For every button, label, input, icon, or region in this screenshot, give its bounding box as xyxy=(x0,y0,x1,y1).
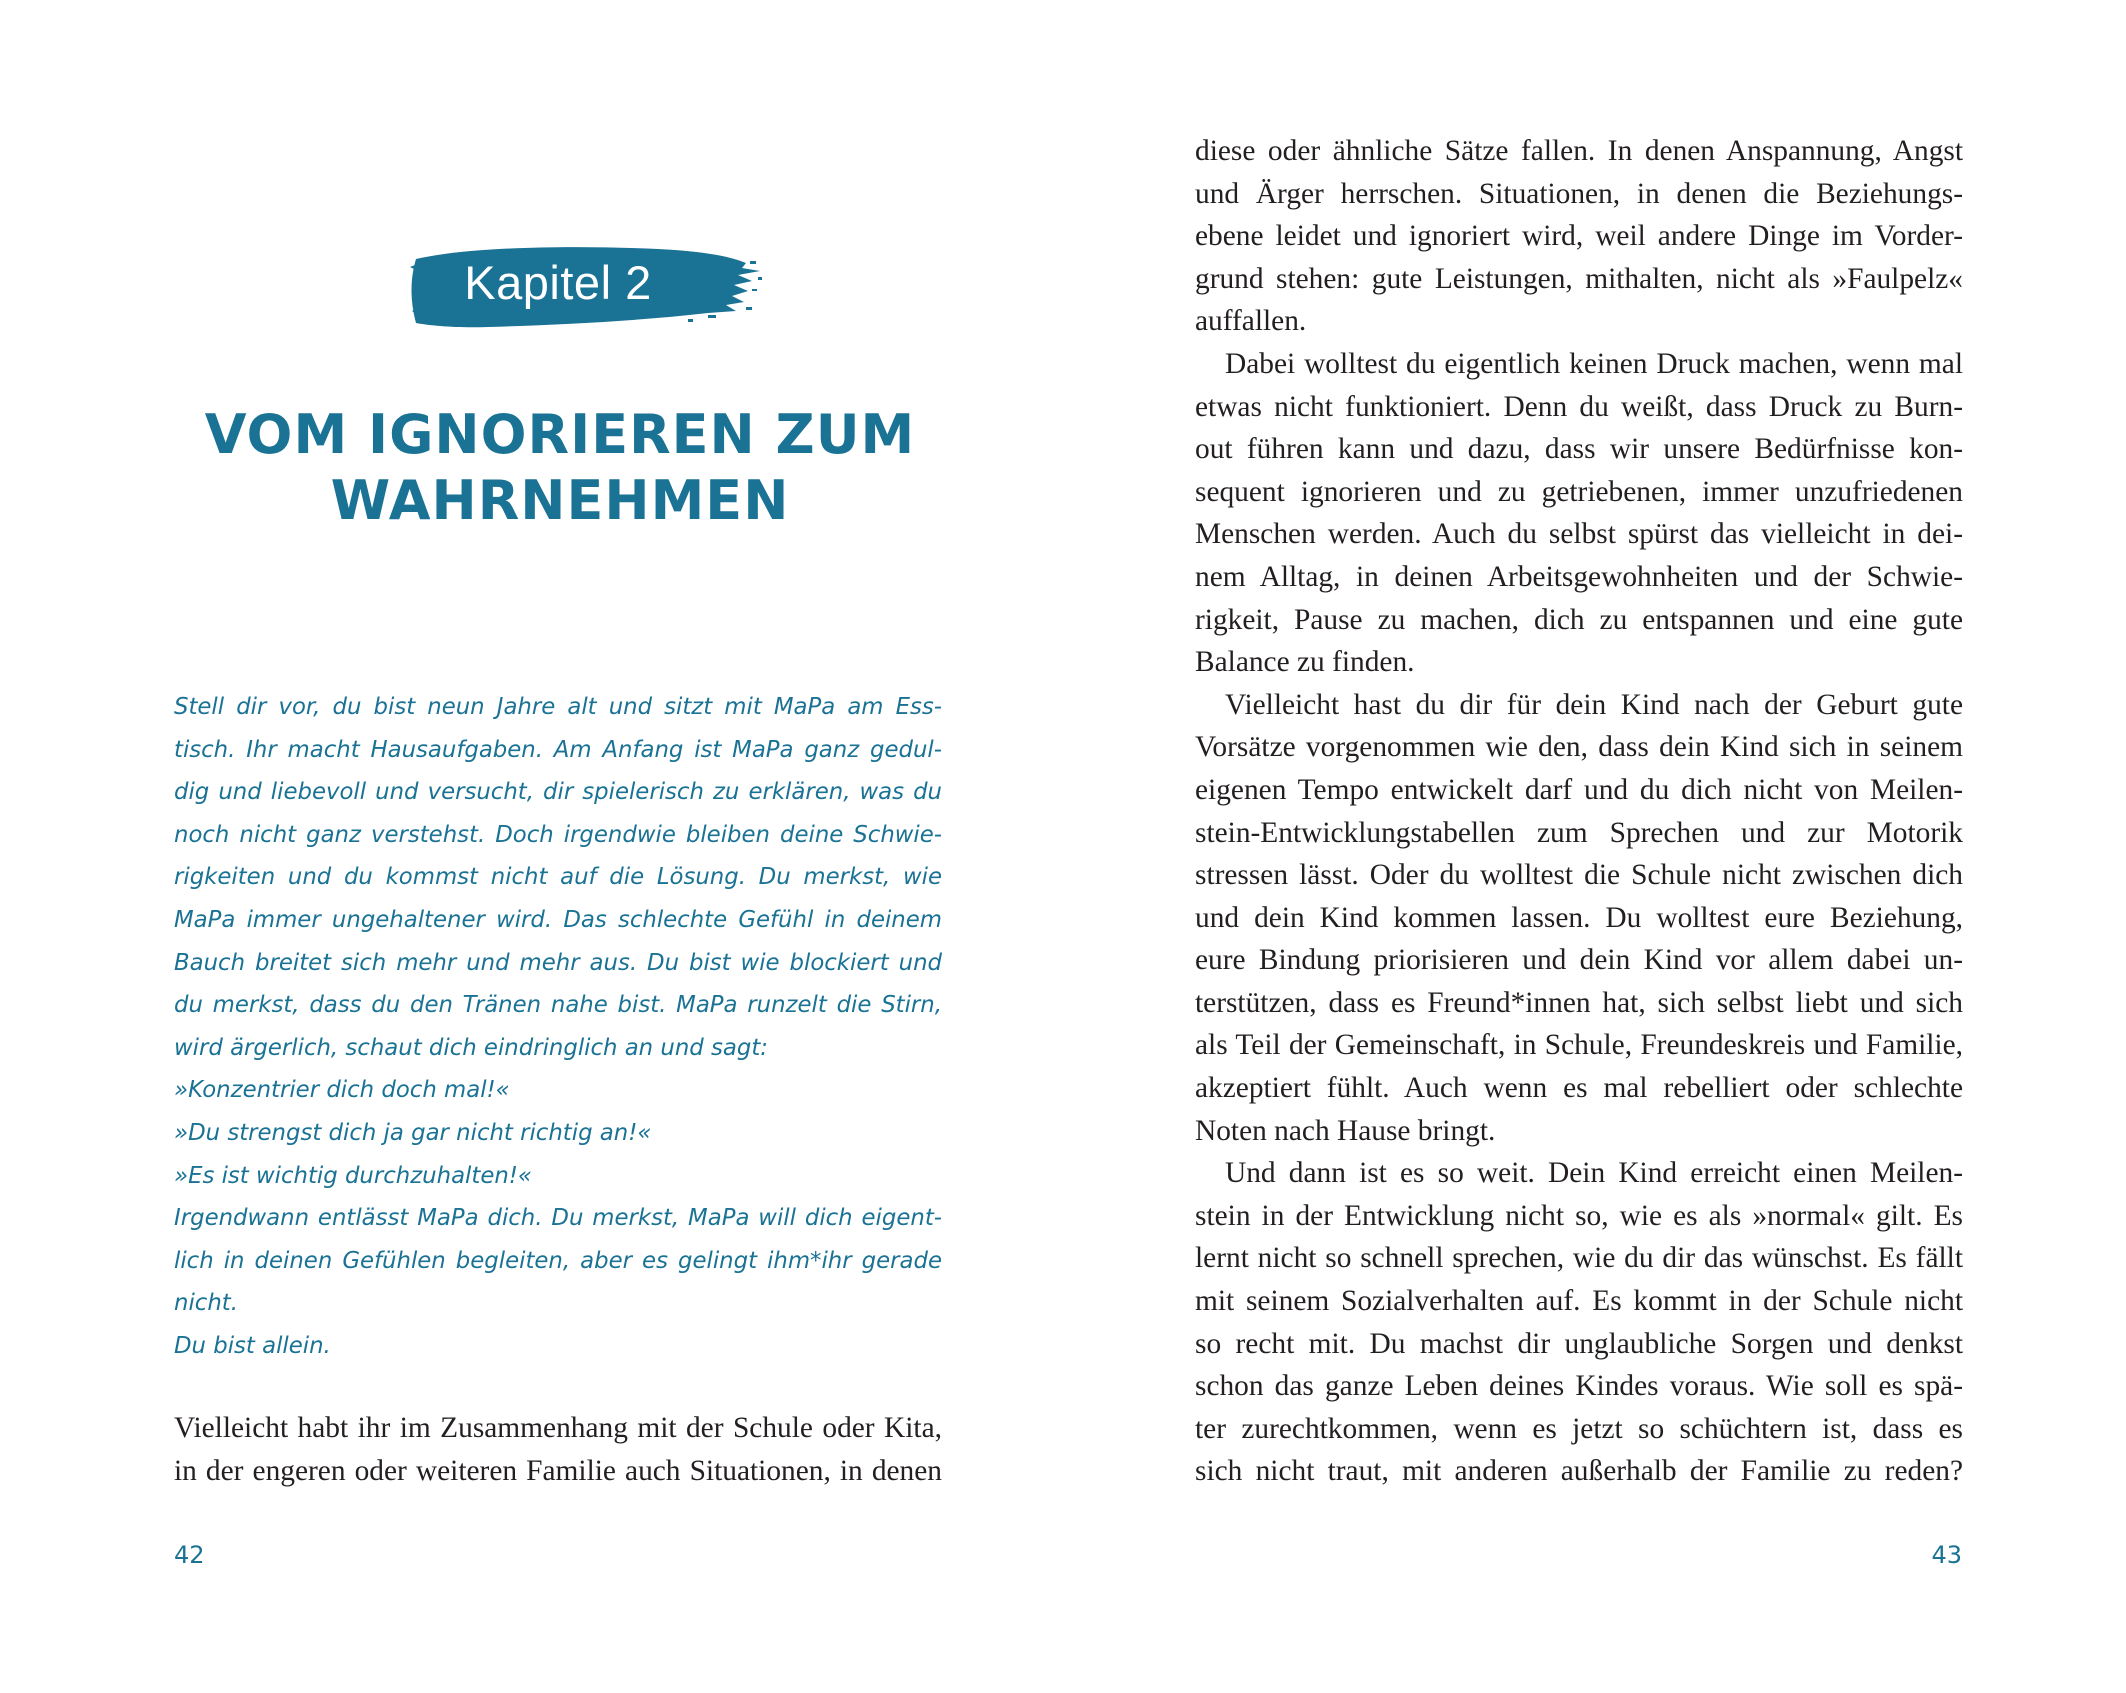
body-line: Dabei wolltest du eigentlich keinen Druck machen, wenn mal xyxy=(1225,347,1963,380)
body-line: so recht mit. Du machst dir unglaubliche Sorgen und denkst xyxy=(1195,1327,1963,1360)
body-line: und Ärger herrschen. Situationen, in denen die Beziehungs- xyxy=(1195,177,1963,210)
body-line: in der engeren oder weiteren Familie auch Situationen, in denen xyxy=(174,1454,942,1487)
page-number: 43 xyxy=(1931,1541,1962,1569)
body-line: sequent ignorieren und zu getriebenen, immer unzufriedenen xyxy=(1195,475,1963,508)
body-text-left xyxy=(174,1407,942,1492)
body-line: Vielleicht hast du dir für dein Kind nach der Geburt gute xyxy=(1225,688,1963,721)
intro-line: Stell dir vor, du bist neun Jahre alt und sitzt mit MaPa am Ess- xyxy=(174,694,942,720)
intro-line: du merkst, dass du den Tränen nahe bist. MaPa runzelt die Stirn, xyxy=(174,992,942,1019)
intro-line: tisch. Ihr macht Hausaufgaben. Am Anfang ist MaPa ganz gedul- xyxy=(174,736,942,763)
body-line: diese oder ähnliche Sätze fallen. In denen Anspannung, Angst xyxy=(1195,135,1963,167)
body-line: stressen lässt. Oder du wolltest die Schule nicht zwischen dich xyxy=(1195,859,1963,892)
body-line: grund stehen: gute Leistungen, mithalten, nicht als »Faulpelz« xyxy=(1195,262,1963,295)
body-line: nem Alltag, in deinen Arbeitsgewohnheiten und der Schwie- xyxy=(1195,560,1963,593)
body-line: Balance zu finden. xyxy=(1195,646,1415,679)
chapter-title xyxy=(160,402,960,534)
body-line: Noten nach Hause bringt. xyxy=(1195,1114,1496,1147)
intro-quote: »Du strengst dich ja gar nicht richtig an!« xyxy=(174,1119,652,1146)
body-line: stein in der Entwicklung nicht so, wie es als »normal« gilt. Es xyxy=(1195,1199,1963,1232)
page-number: 42 xyxy=(174,1541,205,1569)
intro-line: Irgendwann entlässt MaPa dich. Du merkst, MaPa will dich eigent- xyxy=(174,1205,942,1232)
body-line: auffallen. xyxy=(1195,305,1307,338)
body-line: schon das ganze Leben deines Kindes voraus. Wie soll es spä- xyxy=(1195,1370,1963,1403)
body-line: ebene leidet und ignoriert wird, weil andere Dinge im Vorder- xyxy=(1195,220,1963,253)
intro-line: rigkeiten und du kommst nicht auf die Lösung. Du merkst, wie xyxy=(174,864,942,891)
body-line: ter zurechtkommen, wenn es jetzt so schüchtern ist, dass es xyxy=(1195,1412,1963,1445)
body-line: sich nicht traut, mit anderen außerhalb der Familie zu reden? xyxy=(1195,1455,1963,1488)
chapter-label: Kapitel 2 xyxy=(464,256,652,309)
body-text-right xyxy=(1195,130,1963,1493)
body-line: out führen kann und dazu, dass wir unsere Bedürfnisse kon- xyxy=(1195,433,1963,466)
body-line: Vielleicht habt ihr im Zusammenhang mit der Schule oder Kita, xyxy=(174,1412,942,1444)
intro-quote: »Konzentrier dich doch mal!« xyxy=(174,1077,510,1104)
intro-quote: »Es ist wichtig durchzuhalten!« xyxy=(174,1162,533,1189)
intro-scenario-text xyxy=(174,686,942,1368)
chapter-badge xyxy=(408,241,768,331)
body-line: akzeptiert fühlt. Auch wenn es mal rebelliert oder schlechte xyxy=(1195,1072,1963,1105)
intro-line: wird ärgerlich, schaut dich eindringlich an und sagt: xyxy=(174,1034,768,1061)
chapter-title-line: WAHRNEHMEN xyxy=(330,469,790,532)
body-line: stein-Entwicklungstabellen zum Sprechen und zur Motorik xyxy=(1195,816,1963,849)
body-line: Vorsätze vorgenommen wie den, dass dein Kind sich in seinem xyxy=(1195,731,1963,764)
body-line: mit seinem Sozialverhalten auf. Es kommt in der Schule nicht xyxy=(1195,1285,1963,1318)
intro-line: Du bist allein. xyxy=(174,1332,331,1359)
body-line: lernt nicht so schnell sprechen, wie du dir das wünschst. Es fällt xyxy=(1195,1242,1963,1275)
intro-line: dig und liebevoll und versucht, dir spielerisch zu erklären, was du xyxy=(174,779,942,806)
body-line: rigkeit, Pause zu machen, dich zu entspannen und eine gute xyxy=(1195,603,1963,636)
intro-line: lich in deinen Gefühlen begleiten, aber es gelingt ihm*ihr gerade xyxy=(174,1247,942,1274)
intro-line: noch nicht ganz verstehst. Doch irgendwie bleiben deine Schwie- xyxy=(174,821,942,848)
intro-line: nicht. xyxy=(174,1290,238,1317)
body-line: terstützen, dass es Freund*innen hat, sich selbst liebt und sich xyxy=(1195,986,1963,1019)
body-line: Und dann ist es so weit. Dein Kind erreicht einen Meilen- xyxy=(1225,1157,1963,1190)
body-line: als Teil der Gemeinschaft, in Schule, Freundeskreis und Familie, xyxy=(1195,1029,1963,1062)
body-line: etwas nicht funktioniert. Denn du weißt, dass Druck zu Burn- xyxy=(1195,390,1963,423)
body-line: eigenen Tempo entwickelt darf und du dich nicht von Meilen- xyxy=(1195,773,1963,806)
body-line: eure Bindung priorisieren und dein Kind vor allem dabei un- xyxy=(1195,944,1963,977)
body-line: und dein Kind kommen lassen. Du wolltest eure Beziehung, xyxy=(1195,901,1963,934)
body-line: Menschen werden. Auch du selbst spürst das vielleicht in dei- xyxy=(1195,518,1963,551)
chapter-title-line: VOM IGNORIEREN ZUM xyxy=(204,403,916,466)
intro-line: MaPa immer ungehaltener wird. Das schlechte Gefühl in deinem xyxy=(174,906,942,933)
intro-line: Bauch breitet sich mehr und mehr aus. Du bist wie blockiert und xyxy=(174,949,942,976)
